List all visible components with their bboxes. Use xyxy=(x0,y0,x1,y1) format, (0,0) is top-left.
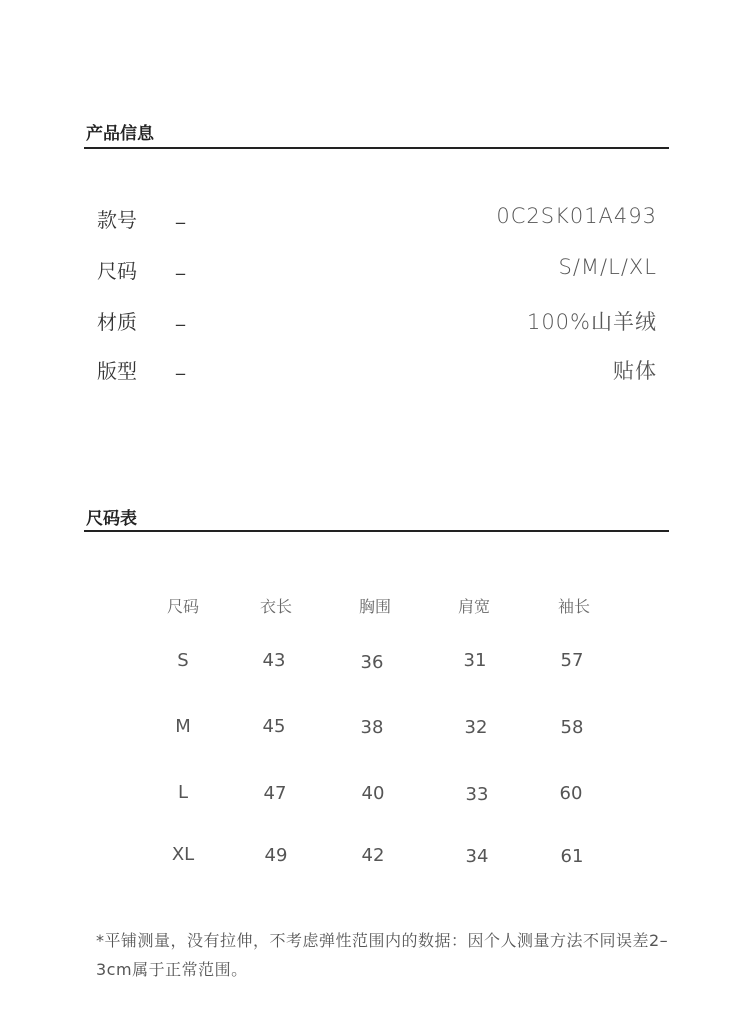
info-dash: _ xyxy=(176,306,185,327)
info-value: S/M/L/XL xyxy=(558,255,657,279)
table-cell: 58 xyxy=(560,717,584,738)
table-cell: 47 xyxy=(263,783,287,804)
info-value: 0C2SK01A493 xyxy=(496,204,657,228)
table-cell: 38 xyxy=(360,717,384,738)
table-header-length: 衣长 xyxy=(259,597,292,616)
table-cell: 34 xyxy=(465,846,489,867)
info-dash: _ xyxy=(176,355,185,376)
table-header-sleeve: 袖长 xyxy=(557,597,590,616)
table-cell: 42 xyxy=(361,845,385,866)
table-cell: 31 xyxy=(463,650,487,671)
info-row-material xyxy=(0,306,750,336)
info-value: 贴体 xyxy=(613,359,657,383)
table-cell: M xyxy=(175,716,191,737)
table-cell: 61 xyxy=(560,846,584,867)
table-cell: L xyxy=(177,782,189,803)
info-row-sizes xyxy=(0,255,750,285)
measurement-note: *平铺测量，没有拉伸，不考虑弹性范围内的数据：因个人测量方法不同误差2–3cm属于正常范围。 xyxy=(96,931,669,979)
product-info-divider xyxy=(84,147,669,149)
product-info-title: 产品信息 xyxy=(86,124,154,144)
info-label: 款号 xyxy=(97,208,137,232)
table-cell: 33 xyxy=(465,784,489,805)
table-cell: 49 xyxy=(264,845,288,866)
info-row-style-number xyxy=(0,204,750,234)
size-chart-title: 尺码表 xyxy=(86,509,137,529)
info-label: 尺码 xyxy=(97,259,137,283)
info-label: 材质 xyxy=(97,310,137,334)
table-cell: S xyxy=(177,650,189,671)
table-cell: 43 xyxy=(262,650,286,671)
table-cell: XL xyxy=(171,844,195,865)
info-dash: _ xyxy=(176,204,185,225)
table-cell: 36 xyxy=(360,652,384,673)
info-label: 版型 xyxy=(97,359,137,383)
table-cell: 40 xyxy=(361,783,385,804)
table-cell: 32 xyxy=(464,717,488,738)
info-dash: _ xyxy=(176,255,185,276)
table-cell: 60 xyxy=(559,783,583,804)
size-chart-divider xyxy=(84,530,669,532)
info-row-fit xyxy=(0,355,750,385)
table-cell: 45 xyxy=(262,716,286,737)
table-header-chest: 胸围 xyxy=(358,597,391,616)
table-header-size: 尺码 xyxy=(166,597,199,616)
table-header-shoulder: 肩宽 xyxy=(457,597,490,616)
info-value: 100%山羊绒 xyxy=(526,310,657,334)
table-cell: 57 xyxy=(560,650,584,671)
